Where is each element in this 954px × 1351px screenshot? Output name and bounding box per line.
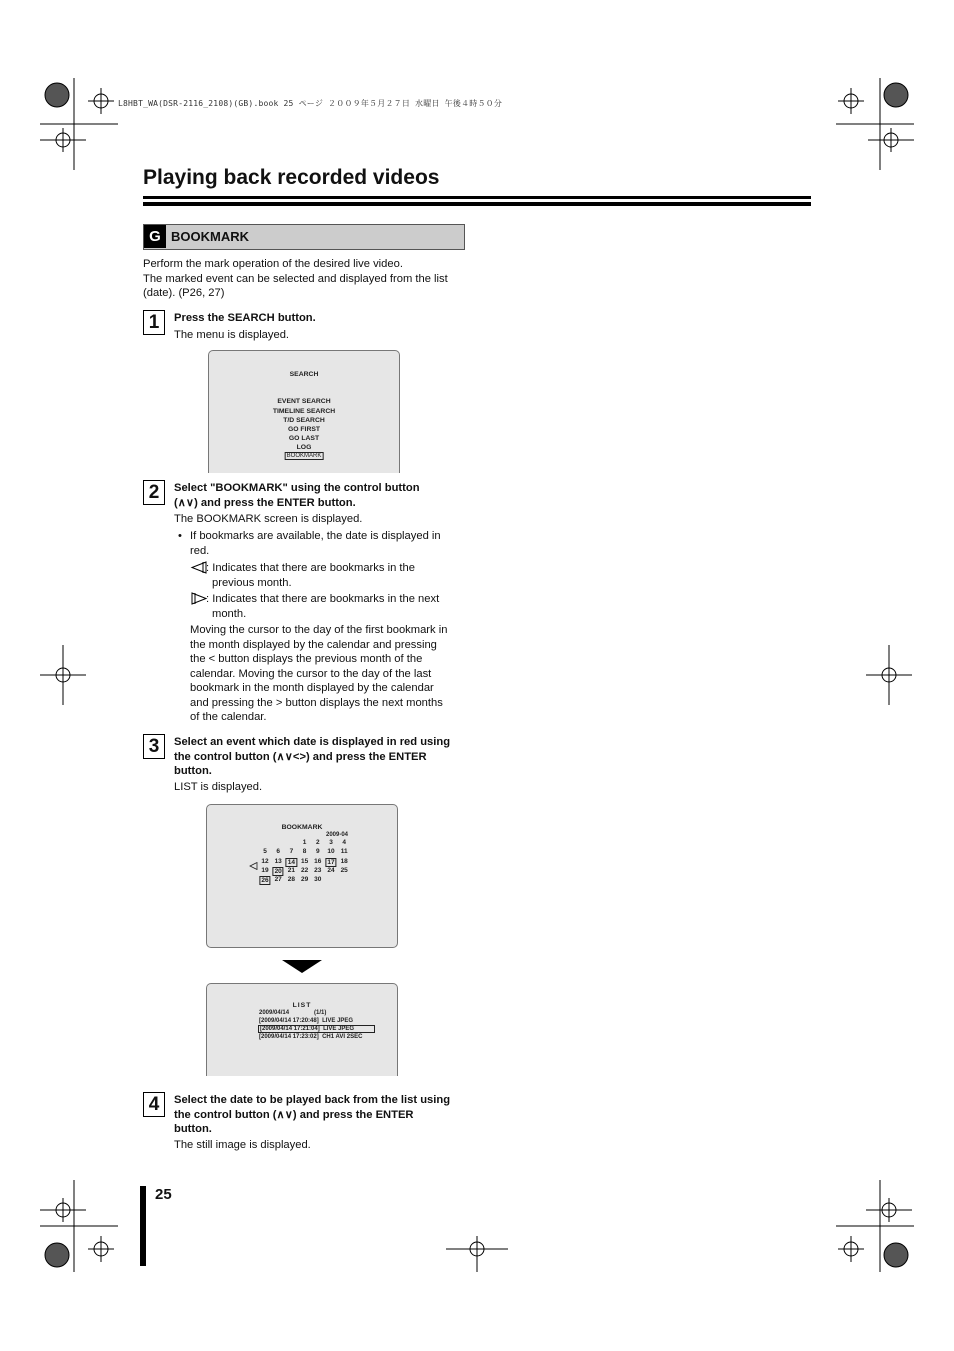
- list-screen: [206, 983, 398, 1076]
- bookmark-calendar-screen: [206, 804, 398, 948]
- calendar-day[interactable]: 14: [287, 858, 296, 866]
- calendar-day[interactable]: 17: [327, 858, 335, 866]
- page-number-bar: [140, 1186, 146, 1266]
- list-entry[interactable]: [2009/04/14 17:23:02] CH1 AVI 2SEC: [259, 1034, 363, 1040]
- step-3-heading: Select an event which date is displayed in red using the control button (∧∨<>) and press the ENTER button.: [174, 736, 451, 777]
- step-2-paragraph: Moving the cursor to the day of the first bookmark in the month displayed by the calendar and pressing the < button displays the previous month of the calendar. Moving the cursor to the day of the last bookmark in the month displayed by the calendar and pressing the > button displays the next months of the calendar.: [190, 624, 448, 723]
- search-screen-title: SEARCH: [289, 371, 319, 378]
- calendar-day[interactable]: 24: [327, 866, 335, 874]
- step-1-body: The menu is displayed.: [174, 329, 290, 341]
- calendar-day[interactable]: 26: [261, 877, 269, 885]
- step-1-number: 1: [143, 310, 165, 335]
- menu-item-bookmark[interactable]: BOOKMARK: [286, 453, 322, 459]
- calendar-day[interactable]: 8: [302, 848, 307, 856]
- calendar-day[interactable]: 25: [340, 866, 348, 874]
- calendar-day[interactable]: 29: [300, 876, 309, 884]
- list-entry-selected[interactable]: [2009/04/14 17:21:04] LIVE JPEG: [258, 1025, 375, 1033]
- step-2-body: The BOOKMARK screen is displayed.: [174, 513, 363, 525]
- step-4-body: The still image is displayed.: [174, 1139, 311, 1151]
- intro-text: Perform the mark operation of the desired live video. The marked event can be selected and displayed from the list (date). (P26, 27): [143, 258, 448, 299]
- calendar-day[interactable]: 19: [261, 866, 269, 874]
- calendar-day[interactable]: 13: [274, 857, 282, 865]
- section-label: BOOKMARK: [171, 229, 249, 244]
- step-1-heading: Press the SEARCH button.: [174, 312, 316, 324]
- calendar-day[interactable]: 21: [287, 866, 296, 874]
- file-header: L8HBT_WA(DSR-2116_2108)(GB).book 25 ページ ２００９年５月２７日 水曜日 午後４時５０分: [118, 99, 503, 108]
- bookmark-screen-title: BOOKMARK: [281, 824, 323, 831]
- calendar-day[interactable]: 11: [340, 848, 348, 856]
- page-title: Playing back recorded videos: [143, 166, 440, 189]
- prev-month-arrow-icon[interactable]: [249, 862, 258, 870]
- title-rule: [143, 196, 811, 199]
- menu-item-go-last[interactable]: GO LAST: [288, 435, 320, 442]
- calendar-day[interactable]: 1: [302, 839, 307, 846]
- section-letter: G: [144, 225, 166, 248]
- calendar-day[interactable]: 3: [329, 839, 333, 846]
- calendar-day[interactable]: 22: [300, 866, 309, 874]
- page-number: 25: [155, 1186, 172, 1203]
- calendar-month: 2009-04: [326, 832, 349, 838]
- calendar-day[interactable]: 15: [300, 857, 309, 865]
- next-month-note: : Indicates that there are bookmarks in the next month.: [206, 593, 440, 620]
- calendar-day[interactable]: 20: [274, 867, 282, 875]
- calendar-day[interactable]: 4: [342, 839, 346, 846]
- menu-item-go-first[interactable]: GO FIRST: [287, 426, 321, 433]
- menu-item-event-search[interactable]: EVENT SEARCH: [277, 398, 331, 405]
- menu-item-timeline-search[interactable]: TIMELINE SEARCH: [272, 408, 336, 415]
- step-3-number: 3: [143, 734, 165, 759]
- title-rule-thick: [143, 202, 811, 206]
- step-3-body: LIST is displayed.: [174, 781, 263, 793]
- step-2-number: 2: [143, 480, 165, 505]
- calendar-day[interactable]: 23: [314, 866, 322, 874]
- step-2-heading: Select "BOOKMARK" using the control button (∧∨) and press the ENTER button.: [174, 482, 420, 509]
- calendar-day[interactable]: 30: [314, 876, 322, 884]
- calendar-day[interactable]: 18: [340, 857, 348, 865]
- prev-month-note: : Indicates that there are bookmarks in the previous month.: [206, 562, 415, 589]
- list-page: (1/1): [314, 1010, 327, 1016]
- list-entry[interactable]: [2009/04/14 17:20:48] LIVE JPEG: [259, 1018, 354, 1024]
- calendar-day[interactable]: 6: [276, 848, 280, 856]
- down-arrow-icon: [282, 960, 322, 973]
- menu-item-td-search[interactable]: T/D SEARCH: [283, 417, 325, 424]
- calendar-day[interactable]: 27: [274, 876, 282, 884]
- menu-item-log[interactable]: LOG: [296, 444, 312, 451]
- calendar-day[interactable]: 12: [261, 857, 269, 865]
- calendar-day[interactable]: 7: [289, 848, 294, 856]
- calendar-day[interactable]: 5: [263, 848, 267, 856]
- list-screen-title: LIST: [292, 1002, 312, 1009]
- step-4-heading: Select the date to be played back from the list using the control button (∧∨) and press the ENTER button.: [174, 1094, 451, 1135]
- search-menu-screen: [208, 350, 400, 473]
- bullet-dot: •: [178, 530, 182, 542]
- step-2-bullet: If bookmarks are available, the date is displayed in red.: [190, 530, 441, 557]
- calendar-day[interactable]: 9: [315, 848, 320, 856]
- calendar-day[interactable]: 16: [314, 857, 322, 865]
- calendar-day[interactable]: 28: [287, 876, 296, 884]
- calendar-day[interactable]: 2: [315, 839, 320, 846]
- list-date: 2009/04/14: [259, 1010, 290, 1016]
- step-4-number: 4: [143, 1092, 165, 1117]
- calendar-day[interactable]: 10: [327, 848, 335, 856]
